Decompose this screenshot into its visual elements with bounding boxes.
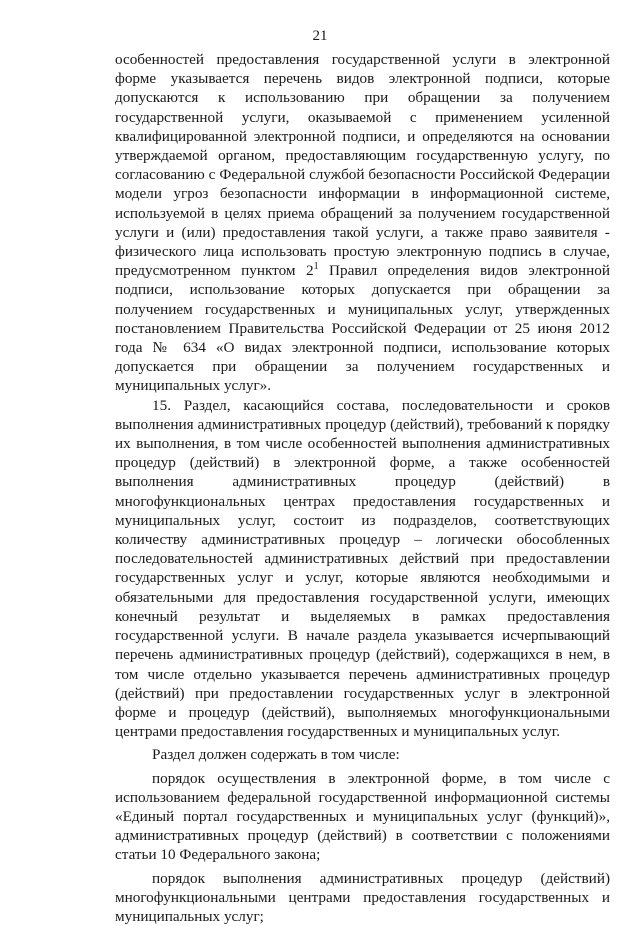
paragraph-3: Раздел должен содержать в том числе: [152, 746, 400, 764]
paragraph-1-text: особенностей предоставления государственной услуги в электронной форме указывается перечень видов электронной подписи, которые допускаются к использованию при обращении за получением государственной услуги, оказываемой с применением усиленной квалифицированной электронной подписи, и определяются на основании утверждаемой органом, предоставляющим государственную услугу, по согласованию с Федеральной службой безопасности Российской Федерации модели угроз безопасности информации в информационной системе, используемой в целях приема обращений за получением государственной услуги и (или) предоставления такой услуги, а также право заявителя - физического лица использовать простую электронную подпись в случае, предусмотренном пунктом 2 [115, 51, 610, 280]
paragraph-1-tail: Правил определения видов электронной подписи, использование которых допускается при обращении за получением государственных и муниципальных услуг, утвержденных постановлением Правительства Российской Федерации от 25 июня 2012 года № 634 «О видах электронной подписи, использование которых допускается при обращении за получением государственных и муниципальных услуг». [115, 262, 610, 395]
paragraph-1 [115, 50, 610, 396]
paragraph-5: порядок выполнения административных процедур (действий) многофункциональными центрами предоставления государственных и муниципальных услуг; [115, 869, 610, 925]
footnote-superscript: 1 [313, 261, 319, 273]
paragraph-4: порядок осуществления в электронной форме, в том числе с использованием федеральной государственной информационной системы «Единый портал государственных и муниципальных услуг (функций)», административных процедур (действий) в соответствии с положениями статьи 10 Федерального закона; [115, 769, 610, 864]
page-number: 21 [312, 28, 328, 44]
paragraph-2: 15. Раздел, касающийся состава, последовательности и сроков выполнения административных процедур (действий), требований к порядку их выполнения, в том числе особенностей выполнения административных процедур (действий) в электронной форме, а также особенностей выполнения административных процедур (действий) в многофункциональных центрах предоставления государственных и муниципальных услуг, состоит из подразделов, соответствующих количеству административных процедур – логически обособленных последовательностей административных действий при предоставлении государственных услуг и услуг, которые являются необходимыми и обязательными для предоставления государственной услуги, имеющих конечный результат и выделяемых в рамках предоставления государственной услуги. В начале раздела указывается исчерпывающий перечень административных процедур (действий), содержащихся в нем, в том числе отдельно указывается перечень административных процедур (действий) при предоставлении государственных услуг в электронной форме и процедур (действий), выполняемых многофункциональными центрами предоставления государственных и муниципальных услуг. [115, 396, 610, 741]
document-body [115, 50, 610, 926]
